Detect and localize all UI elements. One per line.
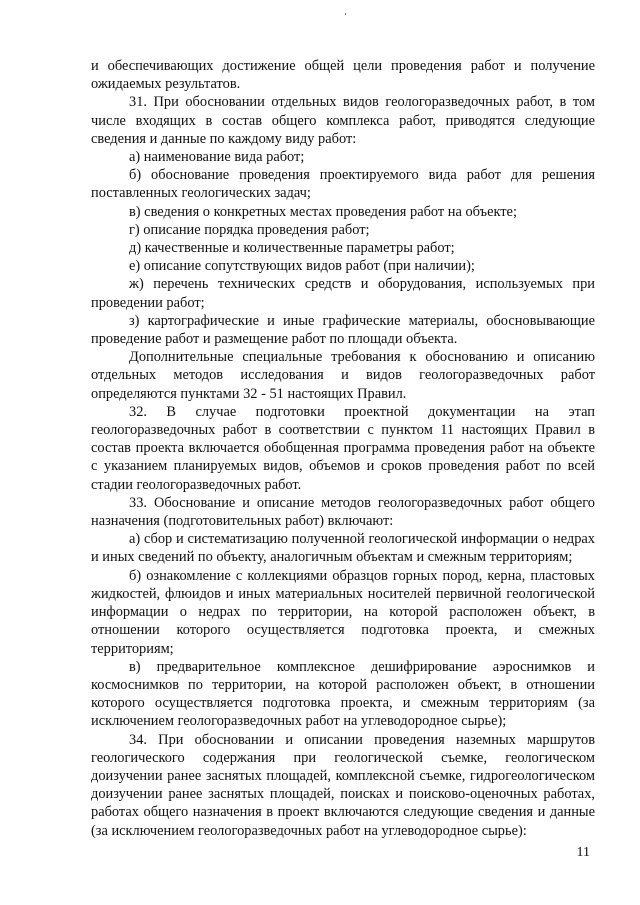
list-item-31-z: з) картографические и иные графические материалы, обосновывающие проведение работ и размещение работ по площади объекта. [91,312,595,348]
paragraph-additional-requirements: Дополнительные специальные требования к обоснованию и описанию отдельных методов исследования и видов геологоразведочных работ определяются пунктами 32 - 51 настоящих Правил. [91,349,595,402]
list-item-31-zh: ж) перечень технических средств и оборудования, используемых при проведении работ; [91,276,595,311]
paragraph-continuation: и обеспечивающих достижение общей цели проведения работ и получение ожидаемых результатов. [91,58,595,93]
list-item-31-a: а) наименование вида работ; [129,149,305,166]
paragraph-32: 32. В случае подготовки проектной документации на этап геологоразведочных работ в соответствии с пунктом 11 настоящих Правил в состав проекта включается обобщенная программа проведения работ на объекте с указанием планируемых видов, объемов и сроков проведения работ по всей стадии геологоразведочных работ. [91,403,595,493]
list-item-31-g: г) описание порядка проведения работ; [129,221,370,238]
document-body [91,57,595,840]
list-item-31-v: в) сведения о конкретных местах проведения работ на объекте; [129,203,517,220]
page-number: 11 [576,845,590,860]
list-item-33-a: а) сбор и систематизацию полученной геологической информации о недрах и иных сведений по объекту, аналогичным объектам и смежным территориям; [91,531,595,566]
paragraph-33: 33. Обоснование и описание методов геологоразведочных работ общего назначения (подготовительных работ) включают: [91,494,595,530]
scan-speck [345,13,346,15]
paragraph-31: 31. При обосновании отдельных видов геологоразведочных работ, в том числе входящих в состав общего комплекса работ, приводятся следующие сведения и данные по каждому виду работ: [91,94,595,147]
list-item-33-v: в) предварительное комплексное дешифрирование аэроснимков и космоснимков по территории, на которой расположен объект, в отношении которого осуществляется подготовка проекта, и смежным территориям (за исключением геологоразведочных работ на углеводородное сырье); [91,658,595,730]
paragraph-34: 34. При обосновании и описании проведения наземных маршрутов геологического содержания при геологической съемке, геологическом доизучении ранее заснятых площадей, комплексной съемке, гидрогеологическом доизучении ранее заснятых площадей, поисках и поисково-оценочных работах, работах общего назначения в проект включаются следующие сведения и данные (за исключением геологоразведочных работ на углеводородное сырье): [91,731,595,839]
list-item-31-d: д) качественные и количественные параметры работ; [129,240,455,257]
list-item-31-e: е) описание сопутствующих видов работ (при наличии); [129,258,475,275]
list-item-33-b: б) ознакомление с коллекциями образцов горных пород, керна, пластовых жидкостей, флюидов и иных материальных носителей первичной геологической информации о недрах по территории, на которой расположен объект, в отношении которого осуществляется подготовка проекта, и смежных территориям; [91,567,595,657]
list-item-31-b: б) обоснование проведения проектируемого вида работ для решения поставленных геологических задач; [91,167,595,202]
